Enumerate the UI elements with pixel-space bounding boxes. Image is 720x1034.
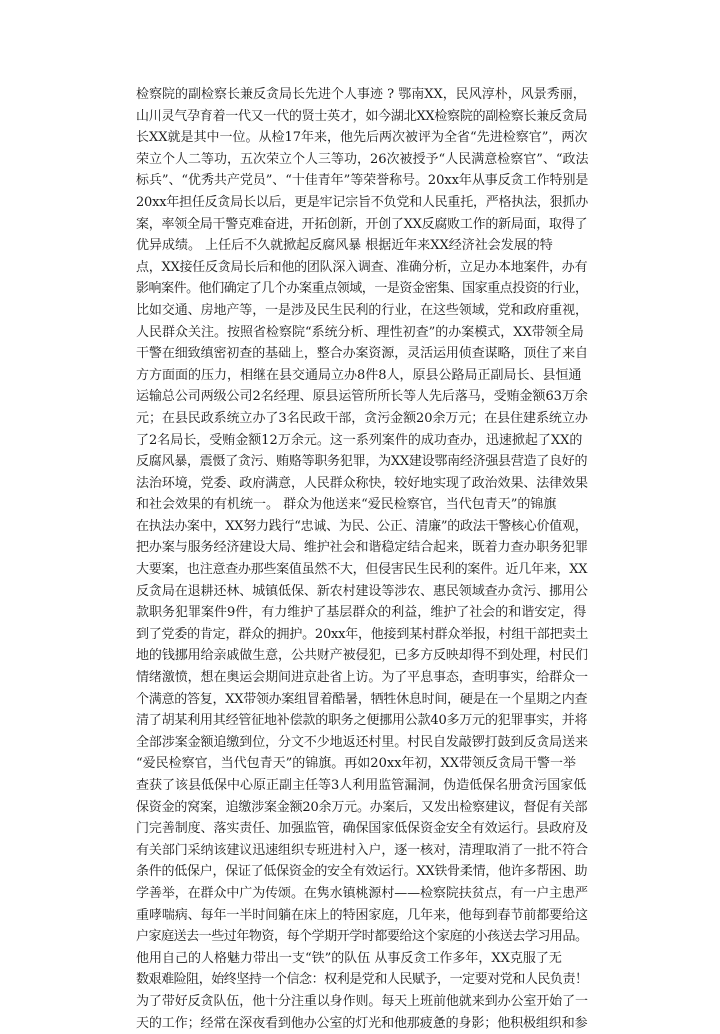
- text-line: 全部涉案金额追缴到位，分文不少地返还村里。村民自发敲锣打鼓到反贪局送来: [136, 734, 588, 750]
- text-line: 有关部门采纳该建议迅速组织专班进村入户，逐一核对，清理取消了一批不符合: [136, 842, 588, 858]
- text-line: 优异成绩。 上任后不久就掀起反腐风暴 根据近年来XX经济社会发展的特: [136, 238, 553, 254]
- text-line: 20xx年担任反贪局长以后，更是牢记宗旨不负党和人民重托，严格执法，狠抓办: [136, 194, 588, 210]
- text-line: “爱民检察官，当代包青天”的锦旗。再如20xx年初，XX带领反贪局干警一举: [136, 756, 577, 772]
- text-line: 元；在县民政系统立办了3名民政干部，贪污金额20余万元；在县住建系统立办: [136, 410, 588, 426]
- text-line: 长XX就是其中一位。从检17年来，他先后两次被评为全省“先进检察官”，两次: [136, 130, 588, 146]
- text-line: 干警在细致缜密初查的基础上，整合办案资源，灵活运用侦查谋略，顶住了来自: [136, 346, 588, 362]
- text-line: 到了党委的肯定，群众的拥护。20xx年，他接到某村群众举报，村组干部把卖土: [136, 626, 588, 642]
- text-line: 检察院的副检察长兼反贪局长先进个人事迹 ? 鄂南XX，民风淳朴，风景秀丽，: [136, 87, 586, 102]
- text-line: 方方面面的压力，相继在县交通局立办8件8人，原县公路局正副局长、县恒通: [136, 367, 582, 383]
- text-line: 门完善制度、落实责任、加强监管，确保国家低保资金安全有效运行。县政府及: [136, 821, 588, 837]
- text-line: 条件的低保户，保证了低保资金的安全有效运行。XX铁骨柔情，他许多帮困、助: [136, 864, 588, 880]
- text-line: 个满意的答复，XX带领办案组冒着酷暑，牺牲休息时间，硬是在一个星期之内查: [136, 691, 588, 707]
- text-line: 为了带好反贪队伍，他十分注重以身作则。每天上班前他就来到办公室开始了一: [136, 993, 588, 1009]
- text-line: 数艰难险阻，始终坚持一个信念：权利是党和人民赋予，一定要对党和人民负责！: [136, 972, 588, 988]
- text-line: 和社会效果的有机统一。 群众为他送来“爱民检察官，当代包青天”的锦旗: [136, 497, 557, 513]
- text-line: 学善举，在群众中广为传颂。在隽水镇桃源村——检察院扶贫点，有一户主患严: [136, 885, 588, 901]
- text-line: 把办案与服务经济建设大局、维护社会和谐稳定结合起来，既着力查办职务犯罪: [136, 540, 588, 556]
- text-line: 天的工作；经常在深夜看到他办公室的灯光和他那疲惫的身影；他积极组织和参: [136, 1015, 588, 1031]
- text-line: 户家庭送去一些过年物资，每个学期开学时都要给这个家庭的小孩送去学习用品。: [136, 929, 588, 945]
- text-line: 人民群众关注。按照省检察院“系统分析、理性初查”的办案模式，XX带领全局: [136, 324, 584, 340]
- text-line: 比如交通、房地产等，一是涉及民生民利的行业，在这些领域，党和政府重视，: [136, 302, 588, 318]
- text-line: 标兵”、“优秀共产党员”、“十佳青年”等荣誉称号。20xx年从事反贪工作特别是: [136, 173, 588, 189]
- text-line: 荣立个人二等功，五次荣立个人三等功，26次被授予“人民满意检察官”、“政法: [136, 151, 588, 167]
- text-line: 法治环境，党委、政府满意，人民群众称快，较好地实现了政治效果、法律效果: [136, 475, 588, 491]
- text-line: 清了胡某利用其经管征地补偿款的职务之便挪用公款40多万元的犯罪事实，并将: [136, 713, 588, 729]
- text-line: 运输总公司两级公司2名经理、原县运管所所长等人先后落马，受贿金额63万余: [136, 389, 588, 405]
- text-line: 情绪激愤，想在奥运会期间进京赴省上访。为了平息事态，查明事实，给群众一: [136, 670, 588, 686]
- text-line: 查获了该县低保中心原正副主任等3人利用监管漏洞，伪造低保名册贪污国家低: [136, 778, 587, 793]
- body-text: [136, 84, 588, 1034]
- text-line: 反贪局在退耕还林、城镇低保、新农村建设等涉农、惠民领域查办贪污、挪用公: [136, 583, 588, 599]
- text-line: 在执法办案中，XX努力践行“忠诚、为民、公正、清廉”的政法干警核心价值观，: [136, 518, 588, 534]
- text-line: 他用自己的人格魅力带出一支“铁”的队伍 从事反贪工作多年，XX克服了无: [136, 950, 562, 966]
- text-line: 点，XX接任反贪局长后和他的团队深入调查、准确分析，立足办本地案件，办有: [136, 259, 588, 275]
- text-line: 案，率领全局干警克难奋进，开拓创新，开创了XX反腐败工作的新局面，取得了: [136, 216, 588, 232]
- text-line: 地的钱挪用给亲戚做生意，公共财产被侵犯，已多方反映却得不到处理，村民们: [136, 648, 588, 664]
- text-line: 款职务犯罪案件9件，有力维护了基层群众的利益，维护了社会的和谐安定，得: [136, 605, 587, 621]
- text-line: 影响案件。他们确定了几个办案重点领域，一是资金密集、国家重点投资的行业，: [136, 281, 588, 297]
- text-line: 重哮喘病、每年一半时间躺在床上的特困家庭，几年来，他每到春节前都要给这: [136, 907, 588, 923]
- text-line: 大要案，也注意查办那些案值虽然不大，但侵害民生民利的案件。近几年来，XX: [136, 562, 588, 578]
- text-line: 了2名局长，受贿金额12万余元。这一系列案件的成功查办，迅速掀起了XX的: [136, 432, 583, 448]
- text-line: 山川灵气孕育着一代又一代的贤士英才，如今湖北XX检察院的副检察长兼反贪局: [136, 108, 588, 124]
- text-line: 保资金的窝案，追缴涉案金额20余万元。办案后，又发出检察建议，督促有关部: [136, 799, 588, 815]
- text-line: 反腐风暴，震慑了贪污、贿赂等职务犯罪，为XX建设鄂南经济强县营造了良好的: [136, 454, 588, 470]
